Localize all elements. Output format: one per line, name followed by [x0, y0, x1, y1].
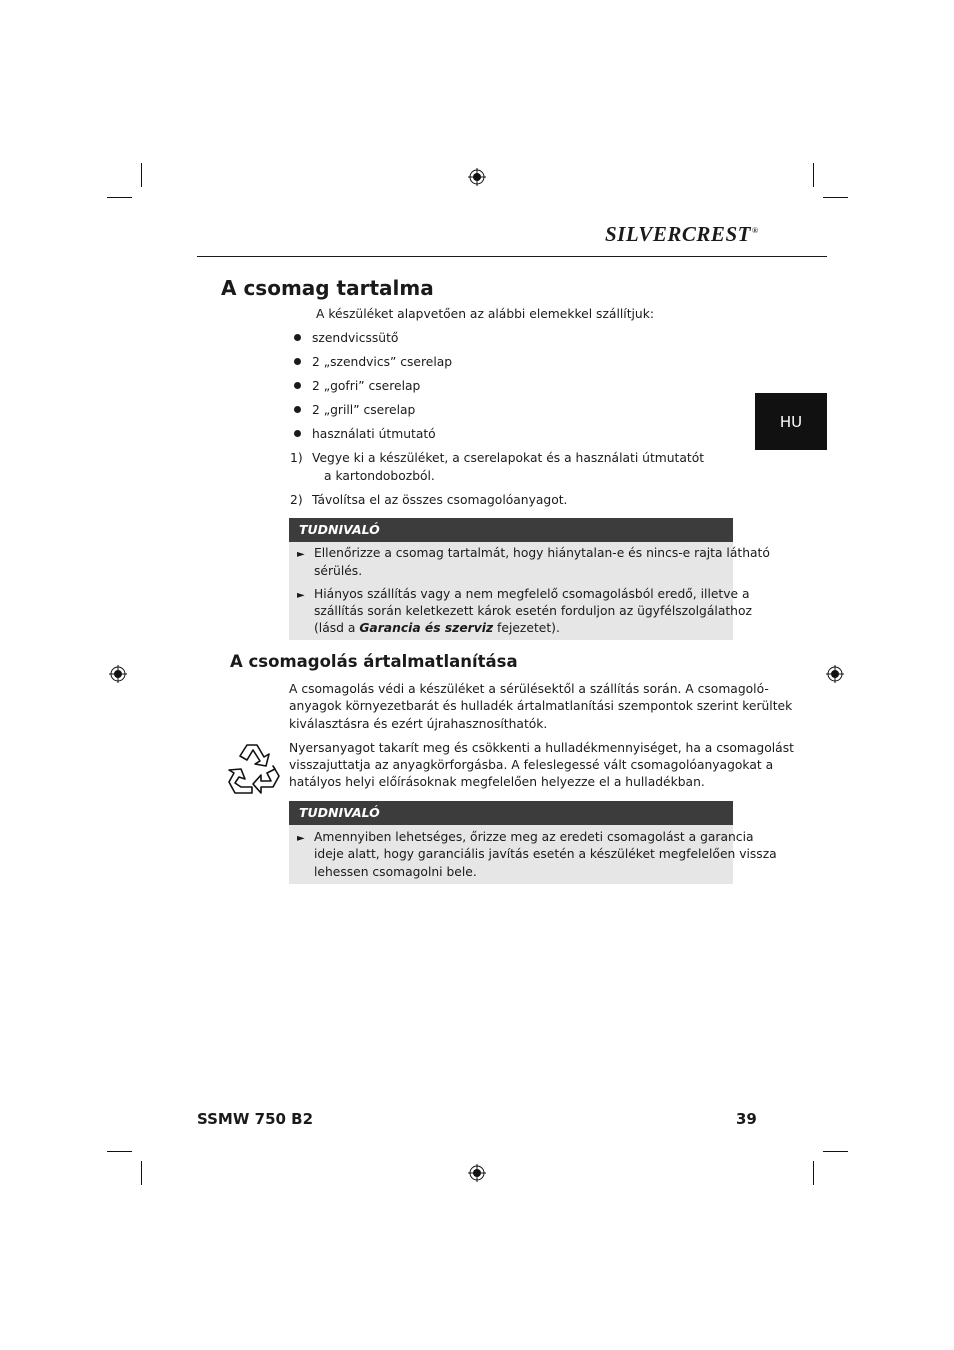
paragraph-line: A csomagolás védi a készüléket a sérülésektől a szállítás során. A csomagoló- — [289, 682, 769, 696]
crop-mark — [823, 197, 848, 198]
list-item: használati útmutató — [312, 427, 436, 441]
step-number: 2) — [290, 493, 303, 507]
model-number: SSMW 750 B2 — [197, 1110, 314, 1128]
page-number: 39 — [736, 1110, 757, 1128]
crop-mark — [813, 163, 814, 187]
intro-text: A készüléket alapvetően az alábbi elemekkel szállítjuk: — [316, 307, 654, 321]
crop-mark — [813, 1161, 814, 1185]
note-text: sérülés. — [314, 564, 363, 578]
logo-part-1: SILVER — [605, 222, 682, 246]
crop-mark — [107, 197, 132, 198]
arrow-bullet-icon: ► — [297, 549, 305, 560]
list-item: szendvicssütő — [312, 331, 399, 345]
list-item: 2 „szendvics” cserelap — [312, 355, 453, 369]
note-heading: TUDNIVALÓ — [289, 801, 733, 825]
note-text: Hiányos szállítás vagy a nem megfelelő csomagolásból eredő, illetve a — [314, 587, 750, 601]
arrow-bullet-icon: ► — [297, 590, 305, 601]
step-text: Távolítsa el az összes csomagolóanyagot. — [312, 493, 568, 507]
list-item: 2 „gofri” cserelap — [312, 379, 421, 393]
chapter-reference: Garancia és szerviz — [359, 621, 494, 635]
registration-mark-icon — [468, 168, 486, 186]
note-text — [314, 620, 560, 638]
crop-mark — [823, 1151, 848, 1152]
section-title: A csomag tartalma — [221, 276, 434, 300]
registered-mark: ® — [751, 226, 759, 235]
paragraph-line: anyagok környezetbarát és hulladék ártalmatlanítási szempontok szerint kerültek — [289, 699, 793, 713]
step-number: 1) — [290, 451, 303, 465]
bullet-dot — [294, 358, 301, 365]
note-text-pre: (lásd a — [314, 621, 360, 635]
bullet-dot — [294, 406, 301, 413]
brand-logo — [605, 222, 757, 247]
logo-part-2: CREST — [681, 222, 751, 246]
step-text: a kartondobozból. — [324, 469, 435, 483]
language-tab-label: HU — [779, 412, 803, 431]
note-heading: TUDNIVALÓ — [289, 518, 733, 542]
bullet-dot — [294, 382, 301, 389]
step-text: Vegye ki a készüléket, a cserelapokat és a használati útmutatót — [312, 451, 705, 465]
registration-mark-icon — [468, 1164, 486, 1182]
arrow-bullet-icon: ► — [297, 833, 305, 844]
paragraph-line: Nyersanyagot takarít meg és csökkenti a hulladékmennyiséget, ha a csomagolást — [289, 741, 794, 755]
bullet-dot — [294, 430, 301, 437]
paragraph-line: visszajuttatja az anyagkörforgásba. A feleslegessé vált csomagolóanyagokat a — [289, 758, 774, 772]
paragraph-line: hatályos helyi előírásoknak megfelelően helyezze el a hulladékban. — [289, 775, 705, 789]
header-rule — [197, 256, 827, 257]
note-text-post: fejezetet). — [493, 621, 560, 635]
paragraph-line: kiválasztásra és ezért újrahasznosíthatók. — [289, 717, 548, 731]
bullet-dot — [294, 334, 301, 341]
crop-mark — [141, 163, 142, 187]
registration-mark-icon — [826, 665, 844, 683]
note-text: lehessen csomagolni bele. — [314, 865, 477, 879]
note-text: szállítás során keletkezett károk esetén forduljon az ügyfélszolgálathoz — [314, 604, 752, 618]
section-title: A csomagolás ártalmatlanítása — [230, 652, 518, 671]
note-text: ideje alatt, hogy garanciális javítás esetén a készüléket megfelelően vissza — [314, 847, 777, 861]
crop-mark — [141, 1161, 142, 1185]
note-text: Amennyiben lehetséges, őrizze meg az eredeti csomagolást a garancia — [314, 830, 754, 844]
list-item: 2 „grill” cserelap — [312, 403, 416, 417]
crop-mark — [107, 1151, 132, 1152]
registration-mark-icon — [109, 665, 127, 683]
language-tab — [755, 393, 827, 450]
recycle-icon — [226, 742, 284, 796]
note-text: Ellenőrizze a csomag tartalmát, hogy hiánytalan-e és nincs-e rajta látható — [314, 546, 770, 560]
